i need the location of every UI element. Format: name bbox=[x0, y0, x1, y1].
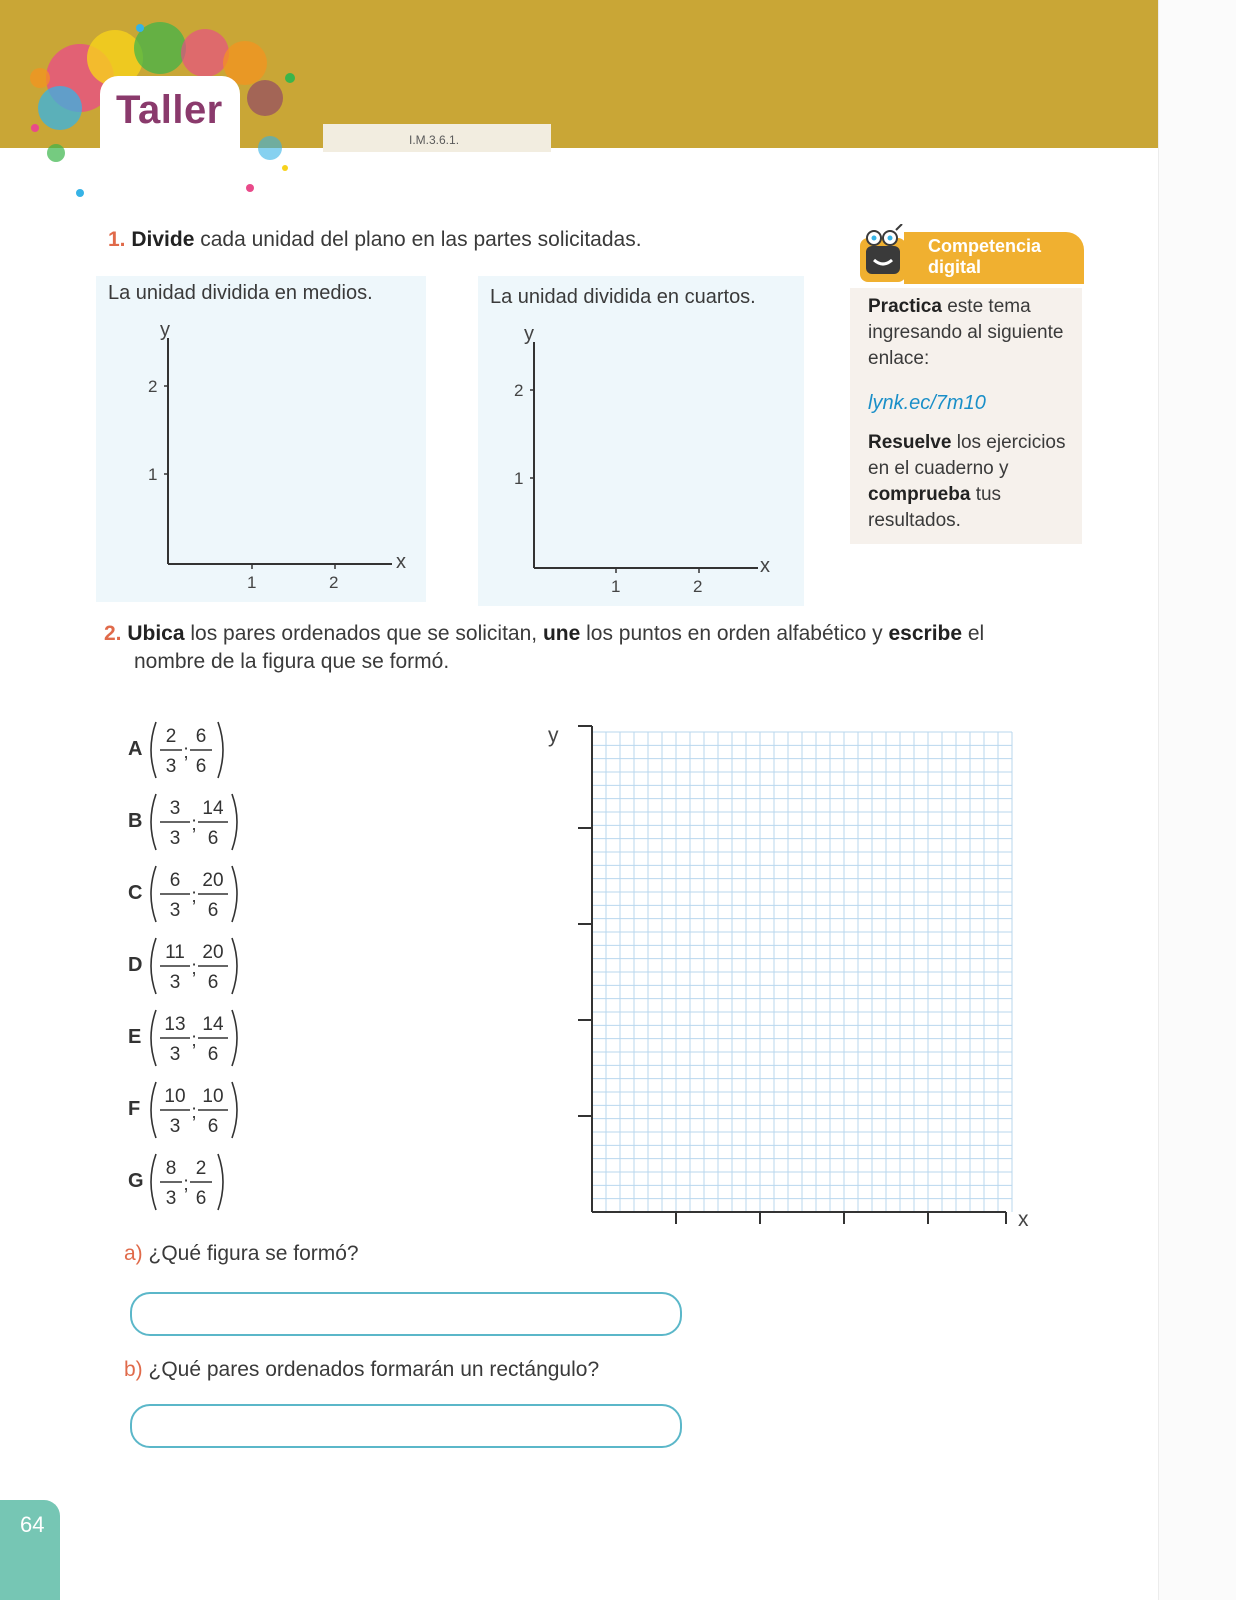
sub-question-b bbox=[124, 1358, 599, 1382]
parenthesis bbox=[151, 1082, 156, 1138]
coordinate-grid bbox=[540, 716, 1050, 1246]
x-numerator: 10 bbox=[164, 1086, 186, 1107]
parenthesis bbox=[151, 866, 156, 922]
digital-link[interactable]: lynk.ec/7m10 bbox=[868, 392, 986, 414]
y-axis-label: y bbox=[548, 724, 559, 747]
y-numerator: 14 bbox=[202, 798, 224, 819]
pair-letter: E bbox=[128, 1026, 142, 1048]
separator: ; bbox=[191, 1102, 197, 1123]
fraction-pair bbox=[146, 862, 242, 926]
x-axis-label: x bbox=[760, 555, 770, 577]
y-axis-label: y bbox=[160, 319, 170, 341]
sub-question-a bbox=[124, 1242, 359, 1266]
ordered-pair-f bbox=[128, 1078, 268, 1142]
ordered-pair-a bbox=[128, 718, 268, 782]
fraction-pair bbox=[146, 790, 242, 854]
y-tick-label: 1 bbox=[148, 465, 158, 484]
pair-letter: B bbox=[128, 810, 143, 832]
question-1-verb: Divide bbox=[131, 228, 195, 251]
fraction-pair bbox=[146, 1078, 242, 1142]
x-denominator: 3 bbox=[169, 972, 181, 993]
y-denominator: 6 bbox=[207, 1116, 219, 1137]
question-2-verb-2: une bbox=[542, 622, 581, 645]
separator: ; bbox=[183, 1174, 189, 1195]
y-tick-label: 2 bbox=[514, 381, 524, 400]
coordinate-plane-quarters bbox=[496, 322, 776, 592]
practice-bold: Practica bbox=[868, 296, 942, 317]
check-text: tus bbox=[970, 484, 1002, 505]
resolve-text: los ejercicios bbox=[951, 432, 1066, 453]
x-denominator: 3 bbox=[169, 828, 181, 849]
question-1 bbox=[108, 228, 642, 252]
question-1-number: 1. bbox=[108, 228, 126, 251]
x-denominator: 3 bbox=[165, 756, 177, 777]
ordered-pair-b bbox=[128, 790, 268, 854]
page-title: Taller bbox=[116, 88, 223, 132]
x-denominator: 3 bbox=[165, 1188, 177, 1209]
x-numerator: 8 bbox=[165, 1158, 177, 1179]
y-denominator: 6 bbox=[207, 1044, 219, 1065]
y-denominator: 6 bbox=[207, 828, 219, 849]
y-tick-label: 1 bbox=[514, 469, 524, 488]
y-numerator: 10 bbox=[202, 1086, 224, 1107]
parenthesis bbox=[218, 1154, 223, 1210]
resolve-bold: Resuelve bbox=[868, 432, 952, 453]
practice-text: este tema bbox=[941, 296, 1031, 317]
y-numerator: 14 bbox=[202, 1014, 224, 1035]
y-denominator: 6 bbox=[207, 900, 219, 921]
pair-letter: G bbox=[128, 1170, 144, 1192]
pair-letter: D bbox=[128, 954, 143, 976]
x-axis-label: x bbox=[396, 551, 406, 573]
ordered-pair-g bbox=[128, 1150, 268, 1214]
x-numerator: 13 bbox=[164, 1014, 186, 1035]
y-denominator: 6 bbox=[195, 1188, 207, 1209]
question-2-text-2: los puntos en orden alfabético y bbox=[580, 622, 889, 645]
pair-letter: C bbox=[128, 882, 143, 904]
parenthesis bbox=[232, 794, 237, 850]
x-denominator: 3 bbox=[169, 1116, 181, 1137]
digital-competence-title-1: Competencia bbox=[928, 236, 1042, 256]
parenthesis bbox=[218, 722, 223, 778]
coordinate-plane-halves bbox=[130, 318, 410, 588]
y-tick-label: 2 bbox=[148, 377, 158, 396]
parenthesis bbox=[232, 1082, 237, 1138]
practice-line-3: enlace: bbox=[868, 348, 930, 369]
question-2 bbox=[104, 620, 1064, 676]
y-numerator: 6 bbox=[195, 726, 207, 747]
graph-label-quarters: La unidad dividida en cuartos. bbox=[490, 286, 756, 308]
answer-field-a[interactable] bbox=[130, 1292, 682, 1336]
pair-letter: A bbox=[128, 738, 143, 760]
digital-competence-header bbox=[904, 232, 1084, 284]
x-numerator: 6 bbox=[169, 870, 181, 891]
x-denominator: 3 bbox=[169, 1044, 181, 1065]
x-tick-label: 1 bbox=[611, 577, 621, 592]
question-2-verb-1: Ubica bbox=[127, 622, 185, 645]
x-tick-label: 2 bbox=[693, 577, 703, 592]
parenthesis bbox=[151, 1010, 156, 1066]
graph-label-halves: La unidad dividida en medios. bbox=[108, 282, 373, 304]
x-numerator: 11 bbox=[165, 942, 185, 963]
x-numerator: 2 bbox=[165, 726, 177, 747]
ordered-pair-c bbox=[128, 862, 268, 926]
y-axis-label: y bbox=[524, 323, 534, 345]
fraction-pair bbox=[146, 1006, 242, 1070]
parenthesis bbox=[232, 938, 237, 994]
practice-line-2: ingresando al siguiente bbox=[868, 322, 1064, 343]
y-denominator: 6 bbox=[207, 972, 219, 993]
sub-question-a-letter: a) bbox=[124, 1242, 143, 1265]
sub-question-b-letter: b) bbox=[124, 1358, 143, 1381]
resolve-line-4: resultados. bbox=[868, 510, 961, 531]
separator: ; bbox=[191, 886, 197, 907]
fraction-pair bbox=[146, 718, 228, 782]
parenthesis bbox=[151, 938, 156, 994]
sub-question-a-text: ¿Qué figura se formó? bbox=[142, 1242, 359, 1265]
digital-competence-resolve bbox=[868, 430, 1066, 534]
parenthesis bbox=[232, 1010, 237, 1066]
x-axis-label: x bbox=[1018, 1208, 1029, 1231]
separator: ; bbox=[191, 958, 197, 979]
y-numerator: 20 bbox=[202, 870, 224, 891]
page-edge bbox=[1158, 0, 1236, 1600]
parenthesis bbox=[151, 722, 156, 778]
x-denominator: 3 bbox=[169, 900, 181, 921]
robot-icon bbox=[856, 224, 912, 288]
y-numerator: 20 bbox=[202, 942, 224, 963]
fraction-pair bbox=[146, 934, 242, 998]
separator: ; bbox=[191, 814, 197, 835]
ordered-pair-d bbox=[128, 934, 268, 998]
page-number: 64 bbox=[20, 1512, 45, 1537]
y-numerator: 2 bbox=[195, 1158, 207, 1179]
answer-field-b[interactable] bbox=[130, 1404, 682, 1448]
skill-code: I.M.3.6.1. bbox=[323, 124, 551, 152]
resolve-line-2: en el cuaderno y bbox=[868, 458, 1009, 479]
x-numerator: 3 bbox=[169, 798, 181, 819]
question-2-text-3: el bbox=[962, 622, 985, 645]
question-2-number: 2. bbox=[104, 622, 122, 645]
question-2-line-2: nombre de la figura que se formó. bbox=[134, 650, 450, 673]
pair-letter: F bbox=[128, 1098, 141, 1120]
question-2-text-1: los pares ordenados que se solicitan, bbox=[184, 622, 543, 645]
parenthesis bbox=[151, 1154, 156, 1210]
y-denominator: 6 bbox=[195, 756, 207, 777]
sub-question-b-text: ¿Qué pares ordenados formarán un rectángulo? bbox=[142, 1358, 600, 1381]
check-bold: comprueba bbox=[868, 484, 971, 505]
ordered-pair-e bbox=[128, 1006, 268, 1070]
question-1-text: cada unidad del plano en las partes solicitadas. bbox=[194, 228, 642, 251]
fraction-pair bbox=[146, 1150, 228, 1214]
parenthesis bbox=[232, 866, 237, 922]
digital-competence-practice bbox=[868, 294, 1063, 372]
parenthesis bbox=[151, 794, 156, 850]
x-tick-label: 2 bbox=[329, 573, 339, 588]
separator: ; bbox=[191, 1030, 197, 1051]
digital-competence-title-2: digital bbox=[928, 257, 981, 277]
separator: ; bbox=[183, 742, 189, 763]
x-tick-label: 1 bbox=[247, 573, 257, 588]
question-2-verb-3: escribe bbox=[888, 622, 963, 645]
